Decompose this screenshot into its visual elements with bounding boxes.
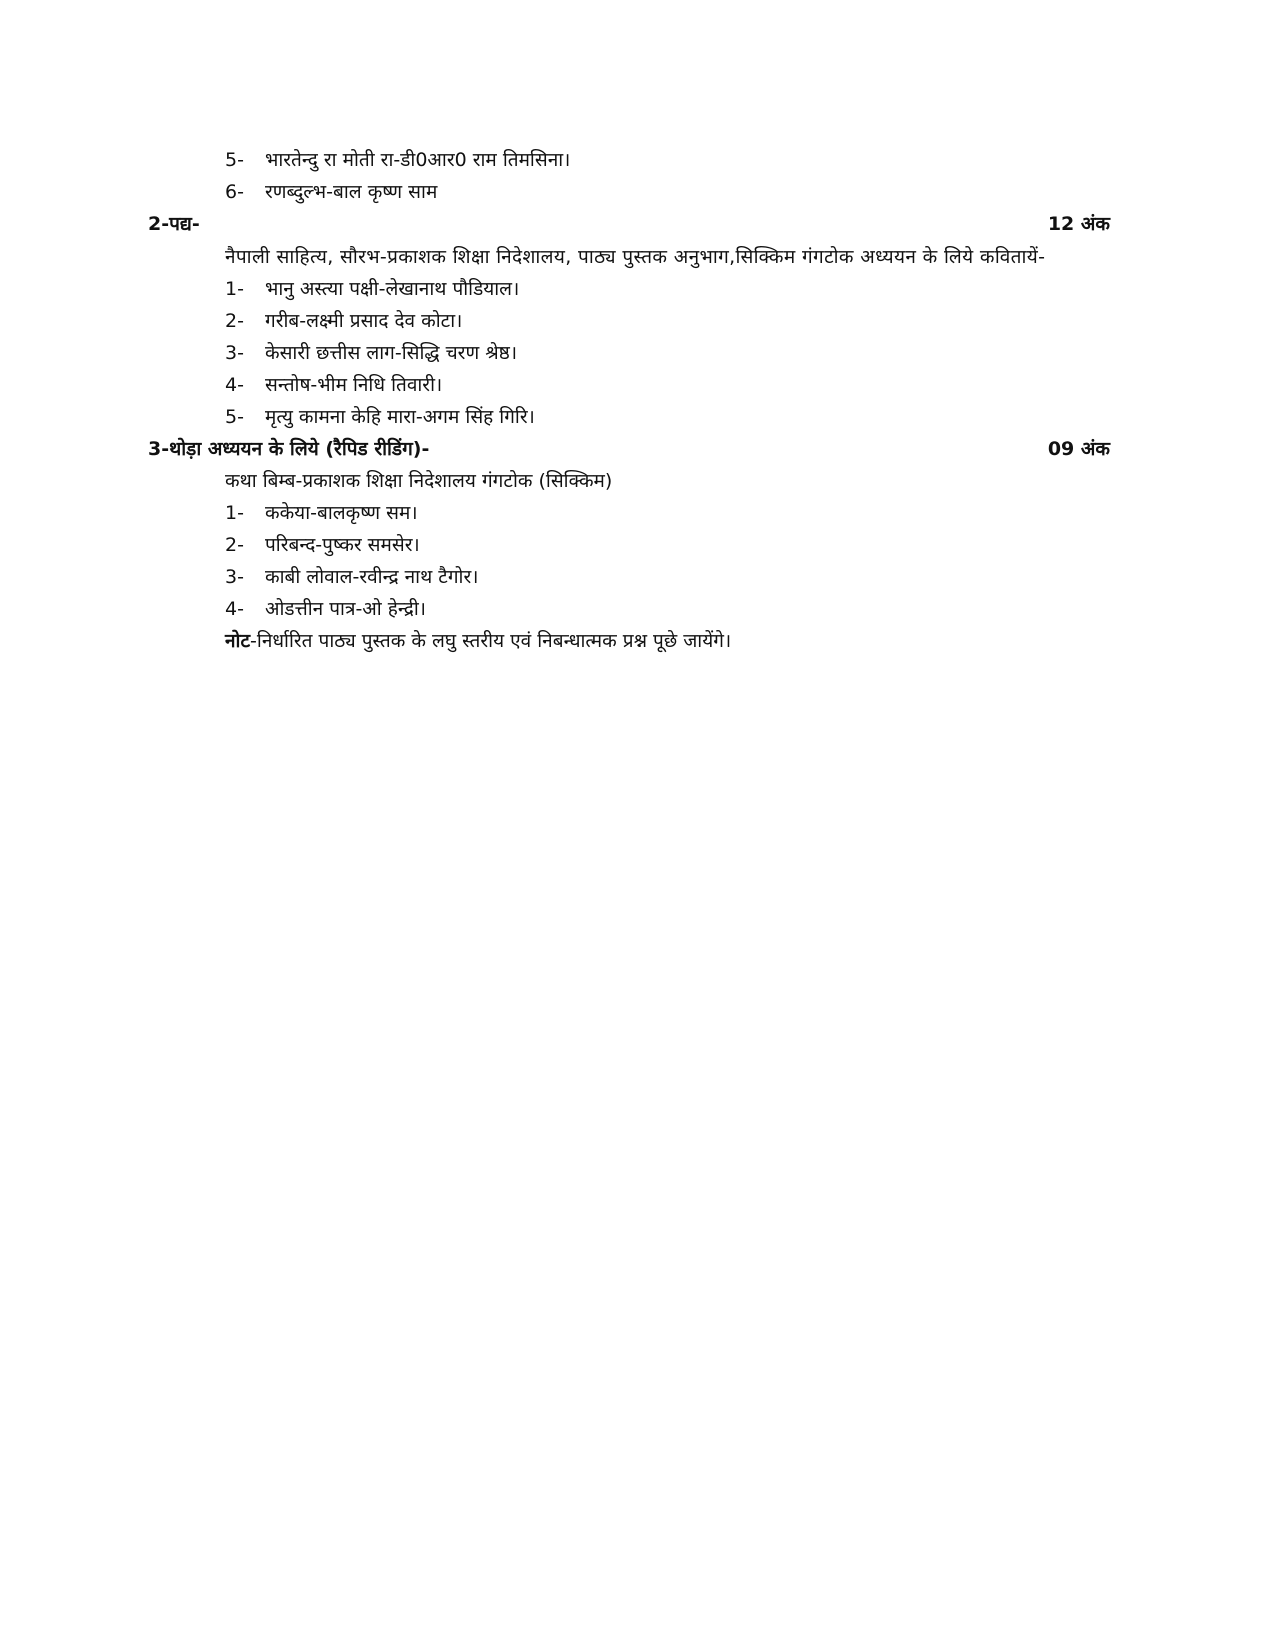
item-text: परिबन्द-पुष्कर समसेर। [265, 534, 420, 556]
list-item [225, 179, 437, 205]
item-number: 5- [225, 406, 244, 428]
list-item [225, 564, 478, 590]
list-item [225, 532, 420, 558]
list-item [225, 372, 442, 398]
item-number: 5- [225, 149, 244, 171]
note-text: -निर्धारित पाठ्य पुस्तक के लघु स्तरीय एवं निबन्धात्मक प्रश्न पूछे जायेंगे। [250, 630, 732, 652]
item-number: 2- [225, 534, 244, 556]
section-title: 2-पद्य- [148, 213, 200, 235]
list-item [225, 596, 426, 622]
item-number: 1- [225, 502, 244, 524]
section-intro: नैपाली साहित्य, सौरभ-प्रकाशक शिक्षा निदेशालय, पाठ्य पुस्तक अनुभाग,सिक्किम गंगटोक अध्ययन के लिये कवितायें- [225, 246, 1046, 268]
section-title: 3-थोड़ा अध्ययन के लिये (रैपिड रीडिंग)- [148, 438, 430, 460]
note [225, 628, 731, 654]
item-text: मृत्यु कामना केहि मारा-अगम सिंह गिरि। [265, 406, 535, 428]
section-heading [148, 436, 1110, 462]
item-number: 4- [225, 598, 244, 620]
section-intro: कथा बिम्ब-प्रकाशक शिक्षा निदेशालय गंगटोक (सिक्किम) [225, 470, 613, 492]
item-text: काबी लोवाल-रवीन्द्र नाथ टैगोर। [265, 566, 479, 588]
item-number: 6- [225, 181, 244, 203]
item-text: भानु अस्त्या पक्षी-लेखानाथ पौडियाल। [265, 278, 520, 300]
list-item [225, 404, 535, 430]
item-number: 1- [225, 278, 244, 300]
list-item [225, 147, 570, 173]
section-heading [148, 211, 1110, 237]
item-text: ककेया-बालकृष्ण सम। [265, 502, 418, 524]
item-text: रणब्दुल्भ-बाल कृष्ण साम [265, 181, 438, 203]
section-marks: 09 अंक [1047, 438, 1110, 460]
list-item [225, 276, 519, 302]
section-marks: 12 अंक [1047, 213, 1110, 235]
item-text: ओडत्तीन पात्र-ओ हेन्द्री। [265, 598, 426, 620]
item-number: 2- [225, 310, 244, 332]
item-text: गरीब-लक्ष्मी प्रसाद देव कोटा। [265, 310, 463, 332]
item-number: 4- [225, 374, 244, 396]
item-number: 3- [225, 342, 244, 364]
list-item [225, 500, 418, 526]
list-item [225, 308, 462, 334]
item-text: भारतेन्दु रा मोती रा-डी0आर0 राम तिमसिना। [265, 149, 571, 171]
list-item [225, 340, 517, 366]
item-text: केसारी छत्तीस लाग-सिद्धि चरण श्रेष्ठ। [265, 342, 518, 364]
item-number: 3- [225, 566, 244, 588]
item-text: सन्तोष-भीम निधि तिवारी। [265, 374, 443, 396]
note-label: नोट [225, 630, 251, 652]
